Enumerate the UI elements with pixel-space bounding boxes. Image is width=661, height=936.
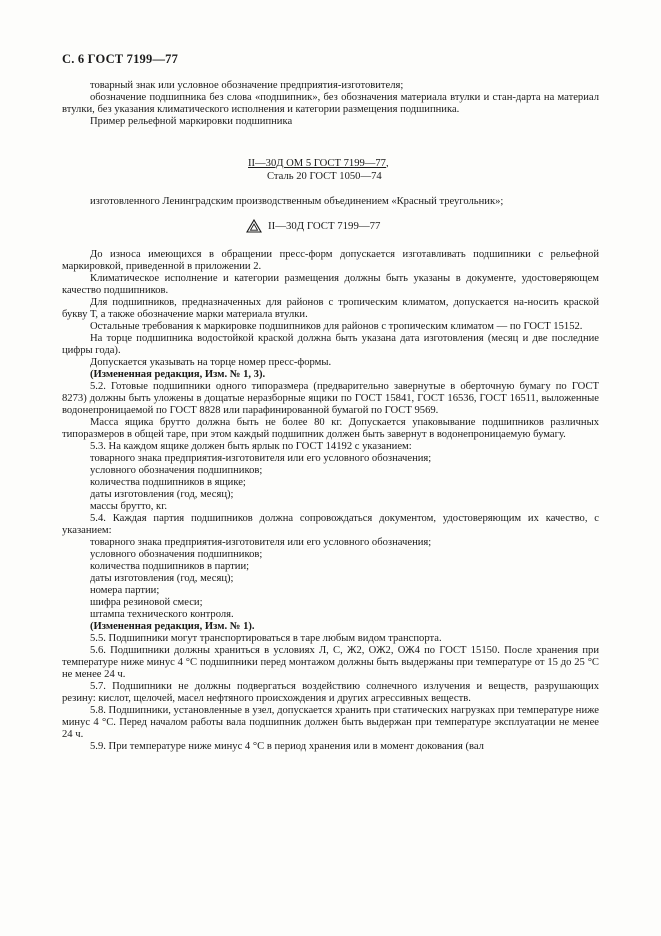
list-item: товарного знака предприятия-изготовителя или его условного обозначения; — [90, 453, 432, 464]
list-item: количества подшипников в партии; — [90, 561, 250, 572]
page-header: С. 6 ГОСТ 7199—77 — [62, 52, 179, 66]
list-item: штампа технического контроля. — [90, 609, 234, 620]
list-item: условного обозначения подшипников; — [90, 465, 263, 476]
list-item: даты изготовления (год, месяц); — [90, 573, 234, 584]
paragraph: Пример рельефной маркировки подшипника — [90, 116, 293, 127]
document-body — [62, 80, 599, 128]
paragraph: Для подшипников, предназначенных для районов с тропическим климатом, допускается на-носить краской букву Т, а также обозначение марки материала втулки. — [62, 297, 599, 320]
manufacturer-line: изготовленного Ленинградским производственным объединением «Красный треугольник»; — [90, 196, 504, 207]
paragraph-5-7: 5.7. Подшипники не должны подвергаться воздействию солнечного излучения и веществ, разрушающих резину: кислот, щелочей, масел нефтяного происхождения и других агрессивных веществ. — [62, 681, 599, 704]
marking-example-1 — [248, 157, 389, 183]
paragraph: До износа имеющихся в обращении пресс-форм допускается изготавливать подшипники с рельефной маркировкой, приведенной в приложении 2. — [62, 249, 599, 272]
marking-comma: , — [385, 158, 389, 169]
paragraph-5-2: 5.2. Готовые подшипники одного типоразмера (предварительно завернутые в оберточную бумагу по ГОСТ 8273) должны быть уложены в дощатые неразборные ящики по ГОСТ 15841, ГОСТ 16536, ГОСТ 16511, выложенные водонепроницаемой по ГОСТ 8828 или парафинированной бумагой по ГОСТ 9569. — [62, 381, 599, 416]
list-item: шифра резиновой смеси; — [90, 597, 203, 608]
paragraph: На торце подшипника водостойкой краской должна быть указана дата изготовления (месяц и две последние цифры года). — [62, 333, 599, 356]
paragraph-5-8: 5.8. Подшипники, установленные в узел, допускается хранить при статических нагрузках при температуре ниже минус 4 °С. Перед началом работы вала подшипник должен быть выдержан при температуре эксплуатации не менее 24 ч. — [62, 705, 599, 740]
paragraph-5-9: 5.9. При температуре ниже минус 4 °С в период хранения или в момент докования (вал — [90, 741, 484, 752]
list-item: даты изготовления (год, месяц); — [90, 489, 234, 500]
triangle-trademark-icon — [246, 219, 262, 233]
paragraph-5-6: 5.6. Подшипники должны храниться в условиях Л, С, Ж2, ОЖ2, ОЖ4 по ГОСТ 15150. После хранения при температуре ниже минус 4 °С подшипники перед монтажом должны быть выдержаны при температуре от 15 до 25 °С не менее 24 ч. — [62, 645, 599, 680]
marking-text: II—30Д ГОСТ 7199—77 — [268, 219, 381, 232]
paragraph-5-3: 5.3. На каждом ящике должен быть ярлык по ГОСТ 14192 с указанием: — [90, 441, 412, 452]
list-item: массы брутто, кг. — [90, 501, 168, 512]
marking-example-2 — [246, 219, 380, 233]
list-item: товарного знака предприятия-изготовителя или его условного обозначения; — [90, 537, 432, 548]
paragraph: Климатическое исполнение и категории размещения должны быть указаны в документе, удостоверяющем качество подшипников. — [62, 273, 599, 296]
paragraph: Остальные требования к маркировке подшипников для районов с тропическим климатом — по ГОСТ 15152. — [90, 321, 583, 332]
marking-line-2: Сталь 20 ГОСТ 1050—74 — [266, 171, 382, 182]
list-item: условного обозначения подшипников; — [90, 549, 263, 560]
paragraph: обозначение подшипника без слова «подшипник», без обозначения материала втулки и стан-дарта на материал втулки, без указания климатического исполнения и категории размещения подшипника. — [62, 92, 599, 115]
paragraph: товарный знак или условное обозначение предприятия-изготовителя; — [90, 80, 404, 91]
paragraph-mass: Масса ящика брутто должна быть не более 80 кг. Допускается упаковывание подшипников различных типоразмеров в общей таре, при этом каждый подшипник должен быть завернут в водонепроницаемую бумагу. — [62, 417, 599, 440]
paragraph-5-5: 5.5. Подшипники могут транспортироваться в таре любым видом транспорта. — [90, 633, 442, 644]
paragraph: Допускается указывать на торце номер пресс-формы. — [90, 357, 332, 368]
document-body-main — [62, 249, 599, 753]
list-item: номера партии; — [90, 585, 160, 596]
marking-line-1: II—30Д ОМ 5 ГОСТ 7199—77 — [248, 158, 386, 169]
paragraph-5-4: 5.4. Каждая партия подшипников должна сопровождаться документом, удостоверяющим их качество, с указанием: — [62, 513, 599, 536]
revision-note: (Измененная редакция, Изм. № 1). — [90, 621, 255, 632]
manufacturer-block — [62, 196, 599, 208]
list-item: количества подшипников в ящике; — [90, 477, 246, 488]
revision-note: (Измененная редакция, Изм. № 1, 3). — [90, 369, 266, 380]
